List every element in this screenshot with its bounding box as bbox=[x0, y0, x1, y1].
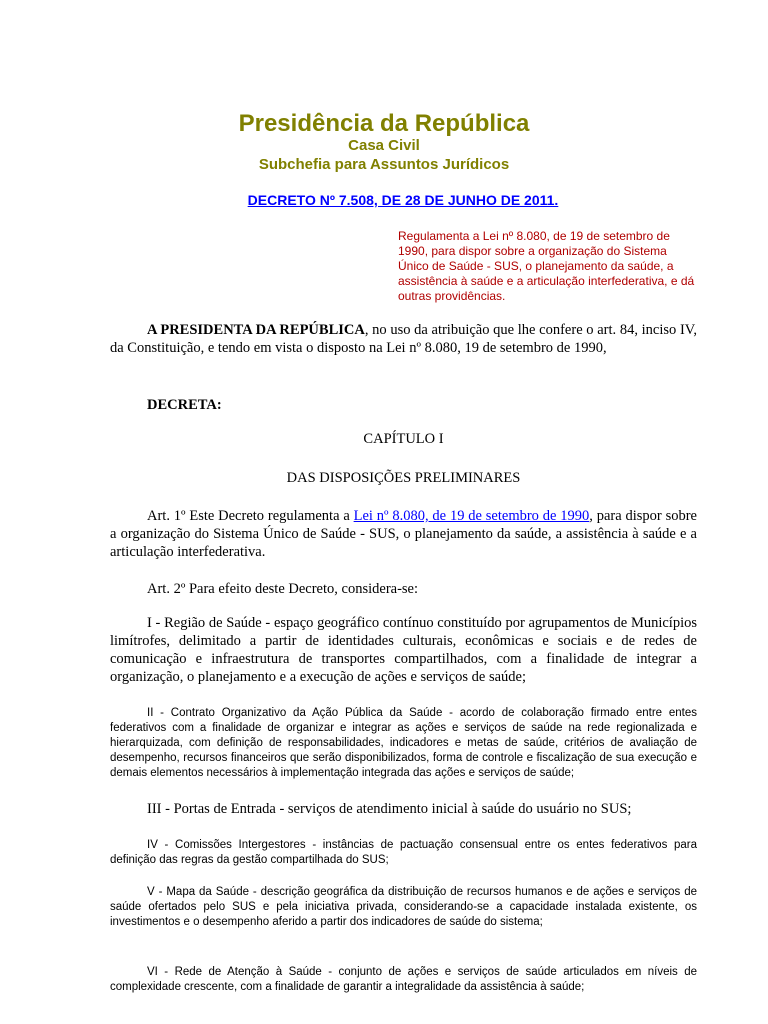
casa-civil-heading: Casa Civil bbox=[348, 137, 420, 154]
art1-prefix: Art. 1º Este Decreto regulamenta a bbox=[147, 508, 354, 524]
item-vi: VI - Rede de Atenção à Saúde - conjunto de ações e serviços de saúde articulados em níveis de complexidade crescente, com a finalidade de garantir a integralidade da assistência à saúde; bbox=[110, 966, 697, 993]
intro-text: , no uso da atribuição que lhe confere o art. 84, inciso IV, da Constituição, e tendo em vista o disposto na Lei nº 8.080, 19 de setembro de 1990, bbox=[110, 322, 697, 356]
decreta-heading: DECRETA: bbox=[147, 397, 222, 413]
item-i: I - Região de Saúde - espaço geográfico contínuo constituído por agrupamentos de Municípios limítrofes, delimitado a partir de identidades culturais, econômicas e sociais e de redes de comunicação e infraestrutura de transportes compartilhados, com a finalidade de integrar a organização, o planejamento e a execução de ações e serviços de saúde; bbox=[110, 615, 697, 685]
subchefia-heading: Subchefia para Assuntos Jurídicos bbox=[258, 156, 510, 173]
decree-title-link[interactable]: DECRETO Nº 7.508, DE 28 DE JUNHO DE 2011. bbox=[247, 192, 559, 208]
article-2: Art. 2º Para efeito deste Decreto, considera-se: bbox=[147, 581, 419, 597]
art1-suffix: , para dispor sobre a organização do Sistema Único de Saúde - SUS, o planejamento da saúde, a assistência à saúde e a articulação interfederativa. bbox=[110, 508, 697, 560]
item-iv: IV - Comissões Intergestores - instâncias de pactuação consensual entre os entes federativos para definição das regras da gestão compartilhada do SUS; bbox=[110, 839, 697, 866]
chapter-title: DAS DISPOSIÇÕES PRELIMINARES bbox=[286, 470, 521, 486]
chapter-heading: CAPÍTULO I bbox=[363, 431, 444, 447]
intro-paragraph bbox=[110, 321, 697, 357]
intro-subject: A PRESIDENTA DA REPÚBLICA bbox=[147, 322, 365, 338]
ementa-text: Regulamenta a Lei nº 8.080, de 19 de setembro de 1990, para dispor sobre a organização do Sistema Único de Saúde - SUS, o planejamento da saúde, a assistência à saúde e a articulação interfederativa, e dá outras providências. bbox=[398, 229, 695, 303]
lei-8080-link[interactable]: Lei nº 8.080, de 19 de setembro de 1990 bbox=[353, 508, 590, 524]
item-ii: II - Contrato Organizativo da Ação Pública da Saúde - acordo de colaboração firmado entre entes federativos com a finalidade de organizar e integrar as ações e serviços de saúde na rede regionalizada e hierarquizada, com definição de responsabilidades, indicadores e metas de saúde, critérios de avaliação de desempenho, recursos financeiros que serão disponibilizados, forma de controle e fiscalização de sua execução e demais elementos necessários à implementação integrada das ações e serviços de saúde; bbox=[110, 707, 697, 779]
article-1 bbox=[110, 507, 697, 561]
item-v: V - Mapa da Saúde - descrição geográfica da distribuição de recursos humanos e de ações e serviços de saúde ofertados pelo SUS e pela iniciativa privada, considerando-se a capacidade instalada existente, os investimentos e o desempenho aferido a partir dos indicadores de saúde do sistema; bbox=[110, 886, 697, 928]
page-title: Presidência da República bbox=[238, 110, 530, 137]
item-iii: III - Portas de Entrada - serviços de atendimento inicial à saúde do usuário no SUS; bbox=[147, 801, 632, 817]
